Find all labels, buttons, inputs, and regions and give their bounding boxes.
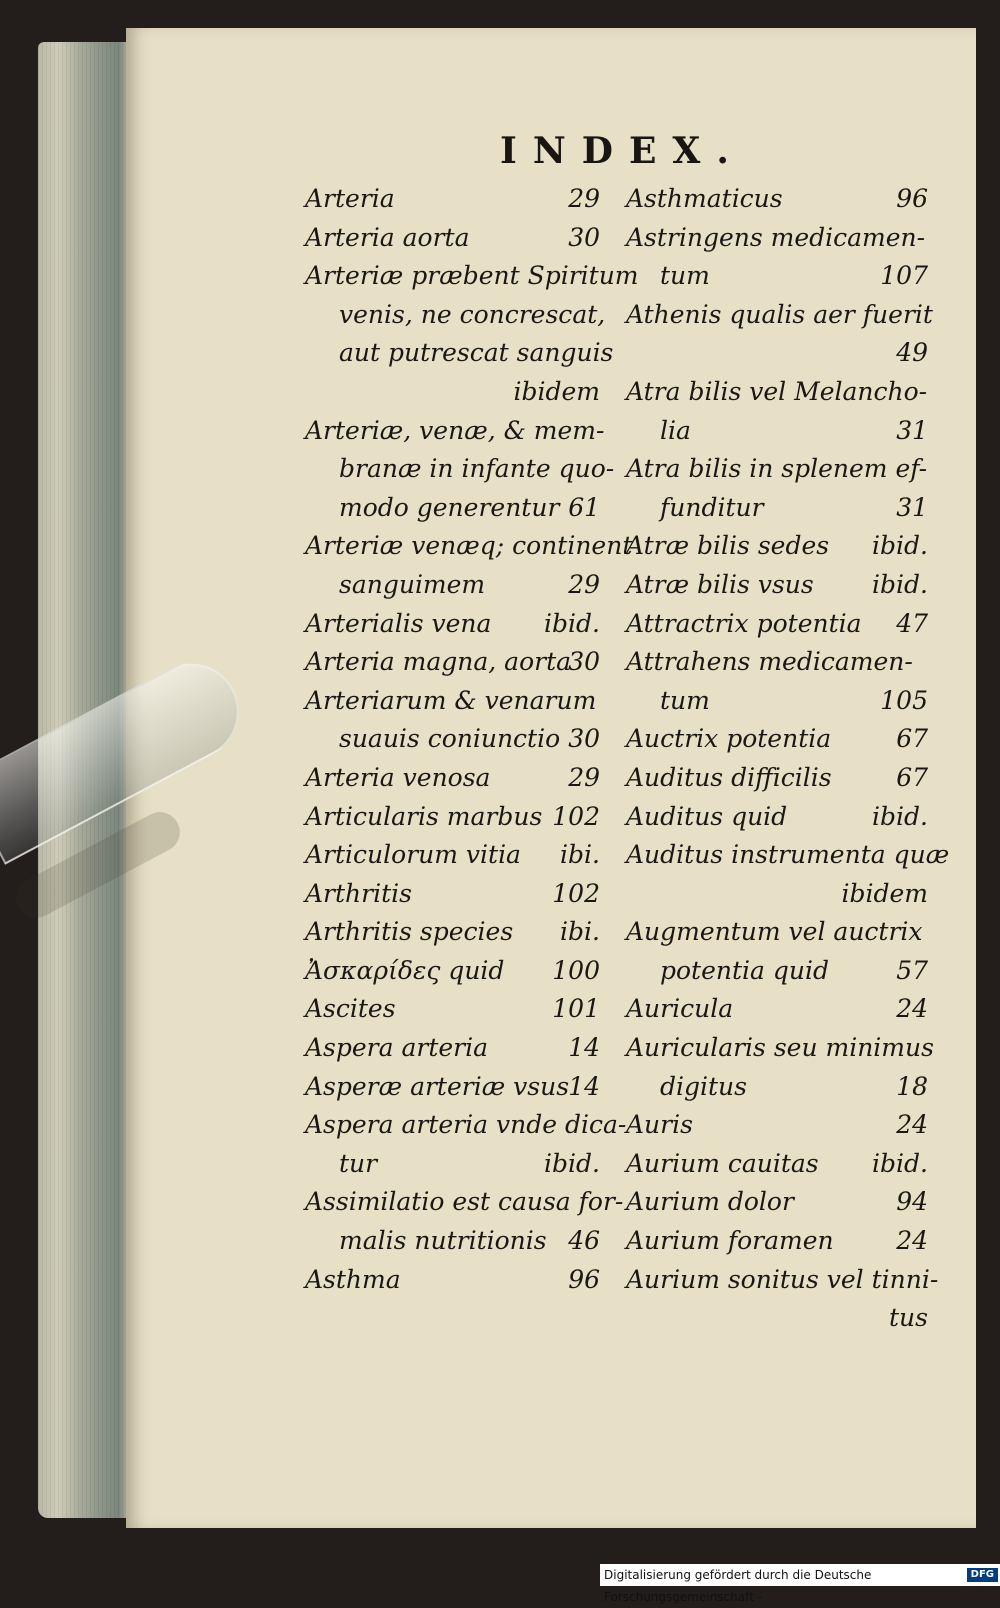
index-entry <box>626 450 928 489</box>
index-page-number: 102 <box>552 878 600 908</box>
footer-text: Digitalisierung gefördert durch die Deutsche Forschungsgemeinschaft - <box>604 1568 872 1604</box>
index-entry <box>305 450 615 489</box>
index-page-number: 67 <box>896 724 928 754</box>
index-column-left <box>305 180 639 1299</box>
index-entry <box>305 1261 600 1300</box>
index-page-number: 46 <box>568 1226 600 1256</box>
index-term: Arteria <box>305 184 395 213</box>
index-page-number: 29 <box>568 762 600 792</box>
index-entry <box>305 219 600 258</box>
index-page-number: 101 <box>552 994 600 1024</box>
index-page-number: 105 <box>880 685 928 715</box>
index-entry <box>626 990 928 1029</box>
index-term: Atra bilis in splenem ef- <box>626 454 928 484</box>
index-term: Arteria magna, aorta <box>305 647 572 677</box>
index-term: tum <box>660 685 710 715</box>
index-entry <box>626 643 928 682</box>
index-entry <box>626 913 928 952</box>
index-entry <box>626 798 928 837</box>
index-entry <box>626 1183 928 1222</box>
index-page-number: ibid. <box>872 531 928 561</box>
index-term: Asperæ arteriæ vsus <box>305 1071 570 1101</box>
index-term: Aspera arteria <box>305 1033 489 1063</box>
index-entry <box>305 913 600 952</box>
index-page-number: 14 <box>568 1033 600 1063</box>
index-term: malis nutritionis <box>339 1226 547 1256</box>
index-term: Aurium sonitus vel tinni- <box>626 1264 939 1294</box>
index-page-number: 107 <box>880 261 928 291</box>
index-page-number: 29 <box>568 184 600 213</box>
index-term: Attractrix potentia <box>626 608 862 638</box>
index-term: Asthmaticus <box>626 184 783 213</box>
index-term: Auditus instrumenta quæ <box>626 840 950 870</box>
index-page-number: ibid. <box>872 1148 928 1178</box>
index-entry <box>626 1222 928 1261</box>
index-term: Auctrix potentia <box>626 724 832 754</box>
index-page-number: 61 <box>568 492 600 522</box>
index-entry <box>626 1029 934 1068</box>
index-page-number: ibid. <box>872 569 928 599</box>
index-entry <box>305 836 600 875</box>
index-entry <box>305 373 600 412</box>
index-entry <box>305 1068 600 1107</box>
index-page-number: 24 <box>896 994 928 1024</box>
index-entry <box>305 1106 627 1145</box>
index-page-number: 18 <box>896 1071 928 1101</box>
index-term: Aspera arteria vnde dica- <box>305 1110 627 1140</box>
index-entry <box>305 566 600 605</box>
index-term: Arteria aorta <box>305 222 470 252</box>
index-entry <box>626 720 928 759</box>
index-entry <box>305 1145 600 1184</box>
index-entry <box>305 643 600 682</box>
index-entry <box>626 334 928 373</box>
index-entry <box>305 990 600 1029</box>
index-term: Arteriæ præbent Spiritum <box>305 261 639 291</box>
index-entry <box>305 296 606 335</box>
index-term: funditur <box>660 492 764 522</box>
index-entry <box>626 1299 928 1338</box>
index-entry <box>626 1068 928 1107</box>
index-entry <box>626 605 928 644</box>
index-entry <box>626 412 928 451</box>
index-page-number: 30 <box>568 647 600 677</box>
index-entry <box>626 219 928 258</box>
index-page-number: 31 <box>896 415 928 445</box>
index-page-number: 24 <box>896 1226 928 1256</box>
index-term: Aurium cauitas <box>626 1148 819 1178</box>
index-entry <box>626 1145 928 1184</box>
index-term: digitus <box>660 1071 747 1101</box>
index-page-number: 100 <box>552 955 600 985</box>
index-term: potentia quid <box>660 955 829 985</box>
index-entry <box>626 180 928 219</box>
index-term: tum <box>660 261 710 291</box>
index-term: ibidem <box>841 878 928 908</box>
index-entry <box>626 489 928 528</box>
index-entry <box>305 257 639 296</box>
index-term: Assimilatio est causa for- <box>305 1187 624 1217</box>
index-page-number: ibi. <box>560 840 600 870</box>
index-entry <box>626 952 928 991</box>
index-entry <box>305 1183 624 1222</box>
index-entry <box>305 412 605 451</box>
index-term: tur <box>339 1148 378 1178</box>
index-term: sanguimem <box>339 569 486 599</box>
index-entry <box>305 334 614 373</box>
index-term: Atræ bilis vsus <box>626 569 814 599</box>
index-entry <box>305 605 600 644</box>
index-page-number: 96 <box>568 1264 600 1294</box>
index-entry <box>626 373 928 412</box>
index-page-number: 49 <box>896 338 928 368</box>
index-column-right <box>626 180 950 1338</box>
index-entry <box>305 759 600 798</box>
index-entry <box>305 798 600 837</box>
index-term: Atræ bilis sedes <box>626 531 830 561</box>
index-page-number: 47 <box>896 608 928 638</box>
index-page-number: 30 <box>568 724 600 754</box>
index-entry <box>626 257 928 296</box>
index-entry <box>626 296 933 335</box>
index-term: Articulorum vitia <box>305 840 521 870</box>
dfg-logo: DFG <box>967 1568 998 1582</box>
index-term: Atra bilis vel Melancho- <box>626 376 928 406</box>
index-page-number: 30 <box>568 222 600 252</box>
index-term: branæ in infante quo- <box>339 454 615 484</box>
index-entry <box>626 759 928 798</box>
index-term: Ascites <box>305 994 396 1024</box>
digitization-footer <box>600 1564 1000 1604</box>
index-term: Arthritis species <box>305 917 514 947</box>
index-page-number: ibid. <box>544 608 600 638</box>
index-term: Athenis qualis aer fuerit <box>626 299 933 329</box>
index-term: Auricula <box>626 994 734 1024</box>
index-term: Astringens medicamen- <box>626 222 926 252</box>
index-page-number: 31 <box>896 492 928 522</box>
page-header: INDEX. <box>500 130 745 172</box>
index-term: Arteria venosa <box>305 762 491 792</box>
index-page-number: 94 <box>896 1187 928 1217</box>
index-entry <box>305 180 600 219</box>
index-page-number: 57 <box>896 955 928 985</box>
index-entry <box>626 527 928 566</box>
index-term: Auricularis seu minimus <box>626 1033 934 1063</box>
index-page-number: ibi. <box>560 917 600 947</box>
index-term: Arteriarum & venarum <box>305 685 597 715</box>
index-entry <box>305 489 600 528</box>
index-term: Arterialis vena <box>305 608 492 638</box>
index-page-number: 67 <box>896 762 928 792</box>
index-entry <box>626 1261 939 1300</box>
index-entry <box>626 1106 928 1145</box>
index-term: lia <box>660 415 691 445</box>
index-entry <box>305 1222 600 1261</box>
index-term: modo generentur <box>339 492 560 522</box>
index-term: Augmentum vel auctrix <box>626 917 923 947</box>
index-term: suauis coniunctio <box>339 724 561 754</box>
index-term: Auditus difficilis <box>626 762 832 792</box>
index-entry <box>626 682 928 721</box>
index-term: aut putrescat sanguis <box>339 338 614 368</box>
index-term: Articularis marbus <box>305 801 543 831</box>
index-entry <box>305 875 600 914</box>
index-term: Ἀσκαρίδες quid <box>305 955 505 985</box>
index-term: Auditus quid <box>626 801 788 831</box>
index-entry <box>626 836 950 875</box>
index-page-number: ibid. <box>544 1148 600 1178</box>
index-page-number: 102 <box>552 801 600 831</box>
index-page-number: ibid. <box>872 801 928 831</box>
index-term: Arteriæ, venæ, & mem- <box>305 415 605 445</box>
index-entry <box>305 1029 600 1068</box>
index-term: Asthma <box>305 1264 401 1294</box>
index-page-number: 96 <box>896 184 928 213</box>
index-entry <box>305 720 600 759</box>
index-entry <box>305 682 600 721</box>
index-page-number: 14 <box>568 1071 600 1101</box>
index-term: Aurium foramen <box>626 1226 834 1256</box>
index-entry <box>626 875 928 914</box>
index-entry <box>305 527 633 566</box>
index-entry <box>305 952 600 991</box>
index-term: ibidem <box>513 376 600 406</box>
index-term: venis, ne concrescat, <box>339 299 606 329</box>
index-page-number: 24 <box>896 1110 928 1140</box>
index-term: Attrahens medicamen- <box>626 647 913 677</box>
index-term: tus <box>889 1303 928 1333</box>
index-term: Aurium dolor <box>626 1187 794 1217</box>
index-term: Arthritis <box>305 878 412 908</box>
index-term: Arteriæ venæq; continent <box>305 531 633 561</box>
index-page-number: 29 <box>568 569 600 599</box>
index-term: Auris <box>626 1110 693 1140</box>
index-entry <box>626 566 928 605</box>
